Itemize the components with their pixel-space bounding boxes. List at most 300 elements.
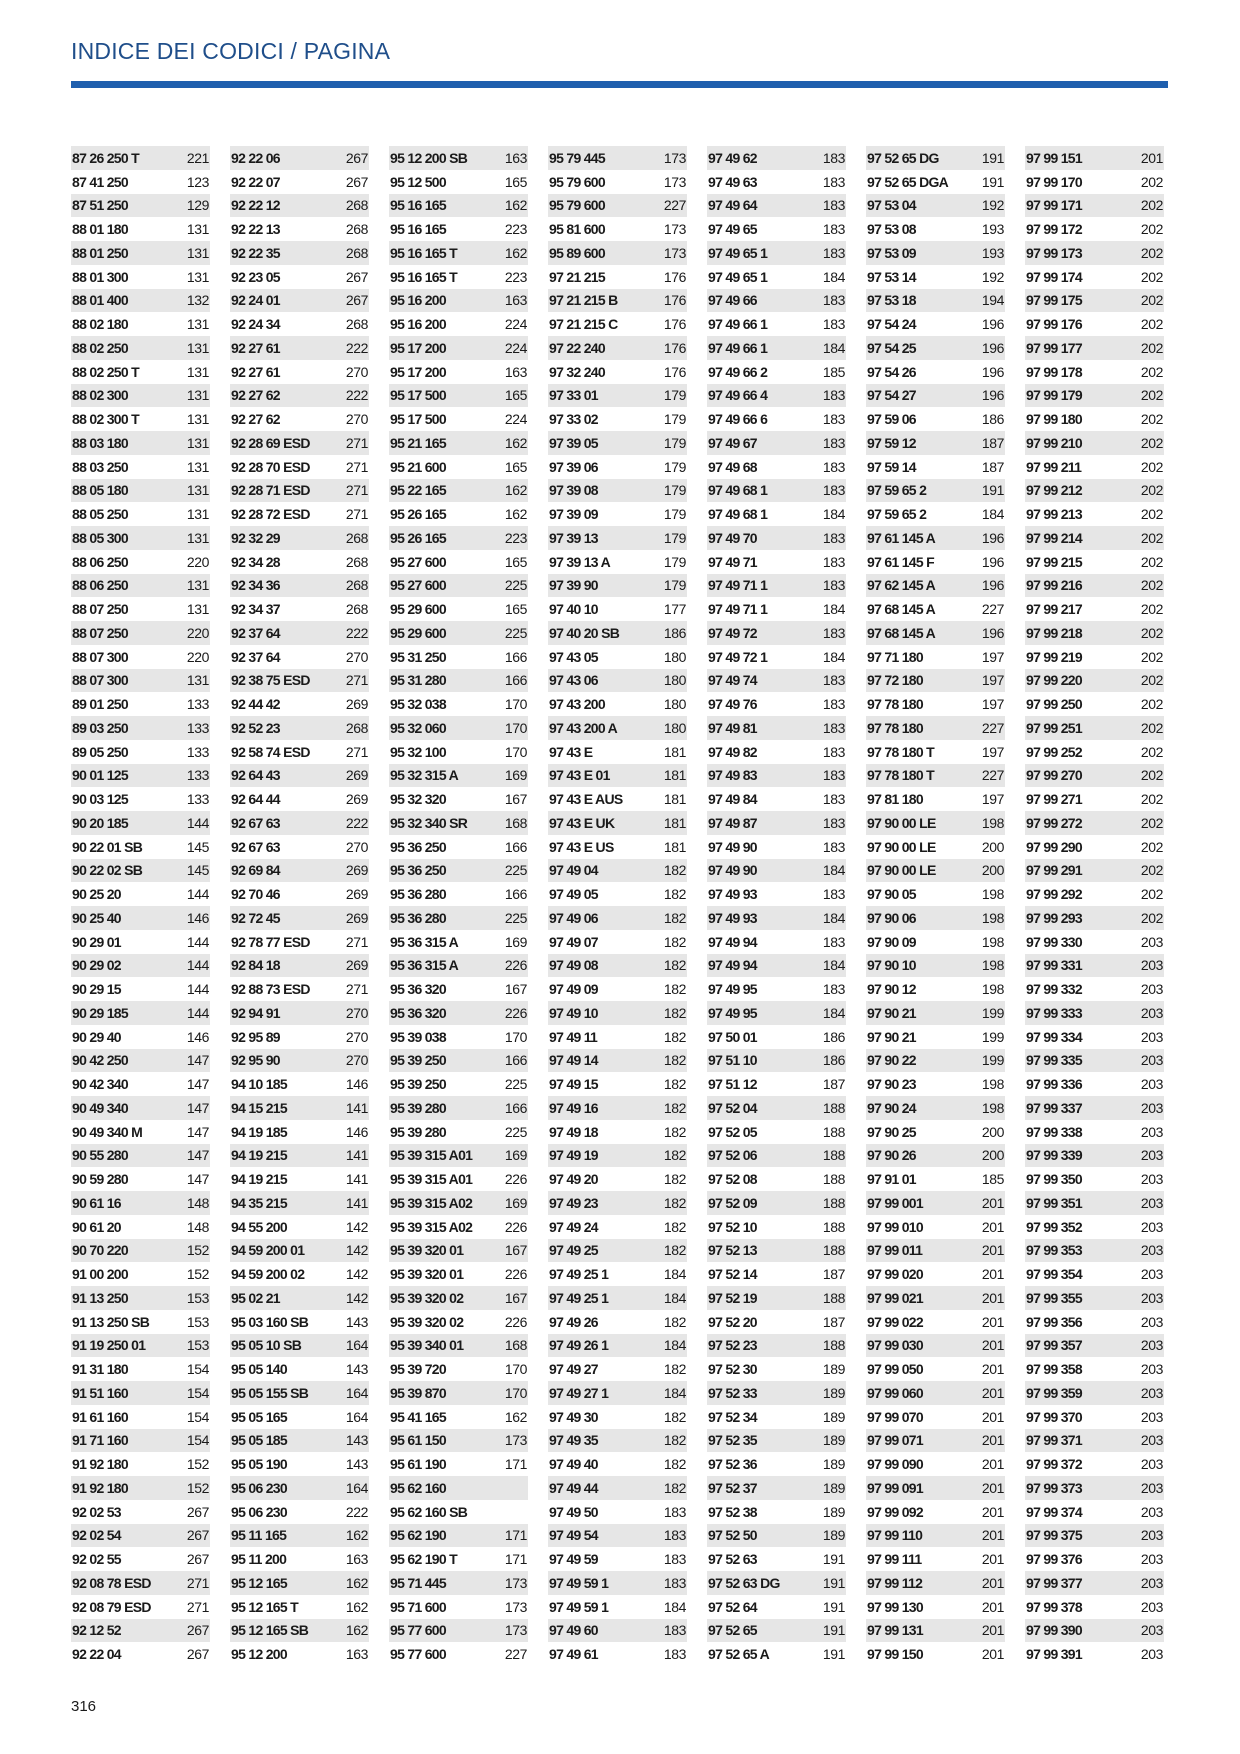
- page-reference: 203: [1140, 1622, 1163, 1639]
- product-code: 97 99 356: [1026, 1313, 1082, 1330]
- product-code: 97 90 00 LE: [867, 862, 936, 879]
- product-code: 90 59 280: [72, 1171, 128, 1188]
- product-code: 97 49 71: [708, 553, 757, 570]
- page-reference: 227: [504, 1646, 527, 1663]
- page-reference: 132: [186, 292, 209, 309]
- index-row: [71, 217, 210, 241]
- page-reference: 183: [663, 1622, 686, 1639]
- page-reference: 182: [663, 1456, 686, 1473]
- product-code: 97 99 170: [1026, 173, 1082, 190]
- index-row: [548, 1144, 687, 1168]
- index-row: [389, 1262, 528, 1286]
- product-code: 97 72 180: [867, 672, 923, 689]
- page-reference: 227: [981, 601, 1004, 618]
- index-row: [71, 669, 210, 693]
- page-reference: 171: [504, 1551, 527, 1568]
- page-reference: 184: [822, 648, 845, 665]
- page-reference: 224: [504, 411, 527, 428]
- index-column: [548, 146, 687, 1666]
- product-code: 92 22 13: [231, 221, 280, 238]
- product-code: 95 39 315 A02: [390, 1194, 473, 1211]
- index-row: [707, 502, 846, 526]
- index-row: [1025, 550, 1164, 574]
- index-row: [230, 241, 369, 265]
- page-reference: 183: [822, 981, 845, 998]
- product-code: 97 49 10: [549, 1004, 598, 1021]
- product-code: 97 43 E: [549, 743, 593, 760]
- page-reference: 162: [345, 1574, 368, 1591]
- page-reference: 198: [981, 1076, 1004, 1093]
- product-code: 97 49 25 1: [549, 1266, 609, 1283]
- index-row: [707, 1096, 846, 1120]
- page-reference: 170: [504, 1384, 527, 1401]
- index-row: [389, 811, 528, 835]
- product-code: 97 68 145 A: [867, 601, 936, 618]
- index-row: [866, 692, 1005, 716]
- index-row: [548, 384, 687, 408]
- index-row: [71, 882, 210, 906]
- product-code: 95 39 870: [390, 1384, 446, 1401]
- index-row: [389, 621, 528, 645]
- index-row: [230, 146, 369, 170]
- index-row: [707, 1429, 846, 1453]
- index-row: [230, 1357, 369, 1381]
- index-row: [230, 1167, 369, 1191]
- product-code: 97 22 240: [549, 339, 605, 356]
- page-reference: 267: [186, 1503, 209, 1520]
- product-code: 97 43 200: [549, 696, 605, 713]
- product-code: 97 59 06: [867, 411, 916, 428]
- index-row: [230, 1405, 369, 1429]
- page-reference: 191: [981, 482, 1004, 499]
- index-row: [548, 977, 687, 1001]
- index-row: [230, 217, 369, 241]
- product-code: 97 39 13 A: [549, 553, 610, 570]
- page-reference: 142: [345, 1266, 368, 1283]
- product-code: 97 43 E AUS: [549, 791, 623, 808]
- index-row: [866, 811, 1005, 835]
- page-reference: 201: [981, 1218, 1004, 1235]
- product-code: 97 21 215 B: [549, 292, 618, 309]
- product-code: 97 49 66 6: [708, 411, 768, 428]
- index-row: [230, 360, 369, 384]
- product-code: 92 70 46: [231, 886, 280, 903]
- page-reference: 183: [663, 1503, 686, 1520]
- product-code: 88 02 250 T: [72, 363, 140, 380]
- index-row: [71, 1357, 210, 1381]
- product-code: 90 29 01: [72, 933, 121, 950]
- product-code: 92 22 07: [231, 173, 280, 190]
- product-code: 97 49 84: [708, 791, 757, 808]
- index-row: [707, 859, 846, 883]
- index-row: [707, 265, 846, 289]
- product-code: 90 25 20: [72, 886, 121, 903]
- product-code: 97 99 219: [1026, 648, 1082, 665]
- index-row: [707, 645, 846, 669]
- page-reference: 182: [663, 957, 686, 974]
- page-reference: 164: [345, 1337, 368, 1354]
- product-code: 97 52 36: [708, 1456, 757, 1473]
- page-reference: 267: [186, 1551, 209, 1568]
- product-code: 97 52 06: [708, 1147, 757, 1164]
- index-row: [707, 1310, 846, 1334]
- page-reference: 202: [1140, 363, 1163, 380]
- page-reference: 269: [345, 886, 368, 903]
- page-reference: 143: [345, 1313, 368, 1330]
- page-reference: 141: [345, 1099, 368, 1116]
- page-reference: 179: [663, 458, 686, 475]
- product-code: 92 28 69 ESD: [231, 434, 310, 451]
- index-row: [548, 1595, 687, 1619]
- product-code: 97 99 272: [1026, 814, 1082, 831]
- index-row: [707, 1144, 846, 1168]
- page-reference: 196: [981, 387, 1004, 404]
- page-reference: 189: [822, 1408, 845, 1425]
- page-reference: 203: [1140, 1218, 1163, 1235]
- index-row: [230, 1239, 369, 1263]
- page-reference: 152: [186, 1266, 209, 1283]
- index-row: [548, 1642, 687, 1666]
- index-row: [71, 1286, 210, 1310]
- page-reference: 271: [345, 981, 368, 998]
- index-row: [71, 692, 210, 716]
- index-row: [1025, 526, 1164, 550]
- index-row: [230, 906, 369, 930]
- index-row: [707, 740, 846, 764]
- page-reference: 271: [345, 434, 368, 451]
- page-reference: 191: [822, 1598, 845, 1615]
- index-row: [389, 170, 528, 194]
- page-reference: 202: [1140, 719, 1163, 736]
- product-code: 95 32 320: [390, 791, 446, 808]
- page-reference: 223: [504, 268, 527, 285]
- product-code: 95 06 230: [231, 1503, 287, 1520]
- index-row: [548, 194, 687, 218]
- product-code: 95 31 280: [390, 672, 446, 689]
- product-code: 95 32 100: [390, 743, 446, 760]
- index-row: [389, 455, 528, 479]
- index-row: [707, 360, 846, 384]
- product-code: 95 11 200: [231, 1551, 287, 1568]
- product-code: 94 59 200 02: [231, 1266, 305, 1283]
- index-row: [548, 1452, 687, 1476]
- product-code: 97 49 65 1: [708, 244, 768, 261]
- index-row: [707, 526, 846, 550]
- product-code: 97 39 05: [549, 434, 598, 451]
- page-reference: 131: [186, 434, 209, 451]
- product-code: 95 32 060: [390, 719, 446, 736]
- page-reference: 185: [822, 363, 845, 380]
- index-row: [230, 859, 369, 883]
- page-reference: 131: [186, 268, 209, 285]
- index-row: [866, 882, 1005, 906]
- index-row: [866, 1547, 1005, 1571]
- product-code: 97 52 34: [708, 1408, 757, 1425]
- page-reference: 183: [663, 1551, 686, 1568]
- page-reference: 162: [504, 244, 527, 261]
- index-row: [707, 930, 846, 954]
- product-code: 92 72 45: [231, 909, 280, 926]
- index-row: [389, 930, 528, 954]
- page-reference: 133: [186, 791, 209, 808]
- page-reference: 173: [663, 221, 686, 238]
- page-reference: 227: [981, 719, 1004, 736]
- page-reference: 144: [186, 933, 209, 950]
- index-row: [866, 241, 1005, 265]
- page-reference: 182: [663, 1479, 686, 1496]
- page-reference: 184: [822, 862, 845, 879]
- index-row: [548, 835, 687, 859]
- index-row: [548, 1524, 687, 1548]
- page-reference: 201: [981, 1313, 1004, 1330]
- index-row: [866, 835, 1005, 859]
- index-row: [707, 479, 846, 503]
- product-code: 97 49 08: [549, 957, 598, 974]
- product-code: 97 49 68: [708, 458, 757, 475]
- page-reference: 186: [981, 411, 1004, 428]
- index-row: [389, 217, 528, 241]
- product-code: 97 49 90: [708, 838, 757, 855]
- page-reference: 271: [345, 458, 368, 475]
- index-row: [1025, 1191, 1164, 1215]
- product-code: 97 52 04: [708, 1099, 757, 1116]
- index-row: [1025, 1524, 1164, 1548]
- product-code: 97 99 215: [1026, 553, 1082, 570]
- page-reference: 202: [1140, 387, 1163, 404]
- product-code: 97 21 215 C: [549, 316, 618, 333]
- page-reference: 202: [1140, 529, 1163, 546]
- product-code: 97 39 90: [549, 577, 598, 594]
- index-row: [389, 906, 528, 930]
- product-code: 90 29 40: [72, 1028, 121, 1045]
- index-row: [230, 1595, 369, 1619]
- product-code: 97 90 10: [867, 957, 916, 974]
- product-code: 95 16 165 T: [390, 268, 458, 285]
- index-row: [707, 835, 846, 859]
- page-reference: 183: [663, 1574, 686, 1591]
- page-reference: 203: [1140, 1123, 1163, 1140]
- page-reference: 184: [663, 1384, 686, 1401]
- product-code: 95 31 250: [390, 648, 446, 665]
- index-row: [71, 1215, 210, 1239]
- index-row: [866, 502, 1005, 526]
- product-code: 97 49 82: [708, 743, 757, 760]
- page-reference: 184: [822, 909, 845, 926]
- product-code: 95 17 200: [390, 363, 446, 380]
- index-row: [71, 906, 210, 930]
- product-code: 97 49 67: [708, 434, 757, 451]
- product-code: 97 49 54: [549, 1527, 598, 1544]
- index-row: [548, 1120, 687, 1144]
- page-reference: 162: [345, 1527, 368, 1544]
- page-reference: 201: [981, 1551, 1004, 1568]
- page-reference: 202: [1140, 173, 1163, 190]
- product-code: 97 99 353: [1026, 1242, 1082, 1259]
- index-row: [548, 859, 687, 883]
- product-code: 97 52 65 DG: [867, 149, 939, 166]
- page-reference: 188: [822, 1194, 845, 1211]
- index-row: [389, 1429, 528, 1453]
- index-row: [230, 1452, 369, 1476]
- page-reference: 189: [822, 1361, 845, 1378]
- index-row: [707, 1452, 846, 1476]
- page-reference: 198: [981, 909, 1004, 926]
- index-row: [866, 407, 1005, 431]
- product-code: 97 53 08: [867, 221, 916, 238]
- page-reference: 189: [822, 1527, 845, 1544]
- index-row: [71, 407, 210, 431]
- product-code: 97 99 131: [867, 1622, 923, 1639]
- page-reference: 183: [822, 743, 845, 760]
- product-code: 97 32 240: [549, 363, 605, 380]
- page-reference: 173: [504, 1598, 527, 1615]
- page-reference: 271: [345, 482, 368, 499]
- index-row: [548, 336, 687, 360]
- index-row: [1025, 1334, 1164, 1358]
- product-code: 97 99 373: [1026, 1479, 1082, 1496]
- page-reference: 180: [663, 719, 686, 736]
- product-code: 97 53 18: [867, 292, 916, 309]
- page-reference: 225: [504, 1076, 527, 1093]
- product-code: 97 59 12: [867, 434, 916, 451]
- index-row: [548, 645, 687, 669]
- product-code: 97 99 151: [1026, 149, 1082, 166]
- page-reference: 267: [186, 1527, 209, 1544]
- index-row: [866, 1262, 1005, 1286]
- product-code: 97 90 26: [867, 1147, 916, 1164]
- index-row: [707, 692, 846, 716]
- index-row: [707, 764, 846, 788]
- page-reference: 162: [504, 197, 527, 214]
- page-reference: 223: [504, 221, 527, 238]
- index-row: [230, 740, 369, 764]
- index-row: [230, 1524, 369, 1548]
- page-reference: 167: [504, 981, 527, 998]
- product-code: 97 99 020: [867, 1266, 923, 1283]
- product-code: 97 52 50: [708, 1527, 757, 1544]
- index-row: [866, 1239, 1005, 1263]
- page-reference: 182: [663, 1099, 686, 1116]
- index-row: [866, 479, 1005, 503]
- product-code: 97 49 26: [549, 1313, 598, 1330]
- product-code: 92 22 12: [231, 197, 280, 214]
- index-row: [71, 1500, 210, 1524]
- index-row: [71, 645, 210, 669]
- product-code: 97 52 65 DGA: [867, 173, 949, 190]
- product-code: 97 99 375: [1026, 1527, 1082, 1544]
- page-reference: 199: [981, 1004, 1004, 1021]
- page-reference: 203: [1140, 1028, 1163, 1045]
- index-row: [389, 265, 528, 289]
- product-code: 97 33 02: [549, 411, 598, 428]
- page-reference: 222: [345, 339, 368, 356]
- product-code: 92 27 62: [231, 387, 280, 404]
- product-code: 92 22 06: [231, 149, 280, 166]
- index-row: [1025, 1096, 1164, 1120]
- page-reference: 202: [1140, 316, 1163, 333]
- index-row: [866, 1049, 1005, 1073]
- page-reference: 267: [345, 292, 368, 309]
- index-row: [548, 146, 687, 170]
- index-row: [1025, 431, 1164, 455]
- product-code: 97 49 15: [549, 1076, 598, 1093]
- page-reference: 187: [822, 1076, 845, 1093]
- product-code: 92 24 34: [231, 316, 280, 333]
- page-reference: 268: [345, 529, 368, 546]
- index-row: [1025, 407, 1164, 431]
- product-code: 97 99 001: [867, 1194, 923, 1211]
- product-code: 95 41 165: [390, 1408, 446, 1425]
- product-code: 95 62 190: [390, 1527, 446, 1544]
- page-reference: 269: [345, 862, 368, 879]
- page-reference: 173: [663, 244, 686, 261]
- product-code: 92 08 79 ESD: [72, 1598, 151, 1615]
- page-reference: 201: [981, 1408, 1004, 1425]
- index-row: [1025, 1571, 1164, 1595]
- product-code: 97 49 26 1: [549, 1337, 609, 1354]
- index-row: [707, 811, 846, 835]
- page-reference: 184: [822, 1004, 845, 1021]
- page-reference: 197: [981, 696, 1004, 713]
- page-reference: 143: [345, 1456, 368, 1473]
- index-row: [230, 289, 369, 313]
- index-row: [548, 811, 687, 835]
- product-code: 92 34 36: [231, 577, 280, 594]
- page-reference: 203: [1140, 1194, 1163, 1211]
- page-reference: 188: [822, 1337, 845, 1354]
- product-code: 97 99 217: [1026, 601, 1082, 618]
- page-reference: 202: [1140, 862, 1163, 879]
- product-code: 92 27 61: [231, 363, 280, 380]
- index-row: [230, 1500, 369, 1524]
- index-row: [71, 1524, 210, 1548]
- page-reference: 162: [504, 506, 527, 523]
- product-code: 97 99 339: [1026, 1147, 1082, 1164]
- page-reference: 226: [504, 1218, 527, 1235]
- index-row: [866, 1215, 1005, 1239]
- index-row: [707, 407, 846, 431]
- page-reference: 201: [981, 1646, 1004, 1663]
- page-reference: 183: [822, 316, 845, 333]
- index-row: [866, 977, 1005, 1001]
- product-code: 97 49 44: [549, 1479, 598, 1496]
- page-reference: 202: [1140, 197, 1163, 214]
- index-row: [707, 431, 846, 455]
- page-reference: 131: [186, 506, 209, 523]
- product-code: 97 99 022: [867, 1313, 923, 1330]
- page-reference: 198: [981, 957, 1004, 974]
- page-reference: 183: [822, 387, 845, 404]
- index-row: [707, 621, 846, 645]
- index-row: [389, 1595, 528, 1619]
- index-row: [866, 1144, 1005, 1168]
- product-code: 95 05 190: [231, 1456, 287, 1473]
- index-row: [71, 1476, 210, 1500]
- index-row: [1025, 1001, 1164, 1025]
- product-code: 97 49 25 1: [549, 1289, 609, 1306]
- product-code: 90 29 15: [72, 981, 121, 998]
- product-code: 97 99 178: [1026, 363, 1082, 380]
- page-reference: 183: [822, 221, 845, 238]
- index-row: [548, 1429, 687, 1453]
- page-reference: 192: [981, 268, 1004, 285]
- page-reference: 203: [1140, 1052, 1163, 1069]
- page-reference: 184: [981, 506, 1004, 523]
- page-reference: 198: [981, 814, 1004, 831]
- index-row: [230, 1476, 369, 1500]
- page-reference: 196: [981, 339, 1004, 356]
- product-code: 97 99 331: [1026, 957, 1082, 974]
